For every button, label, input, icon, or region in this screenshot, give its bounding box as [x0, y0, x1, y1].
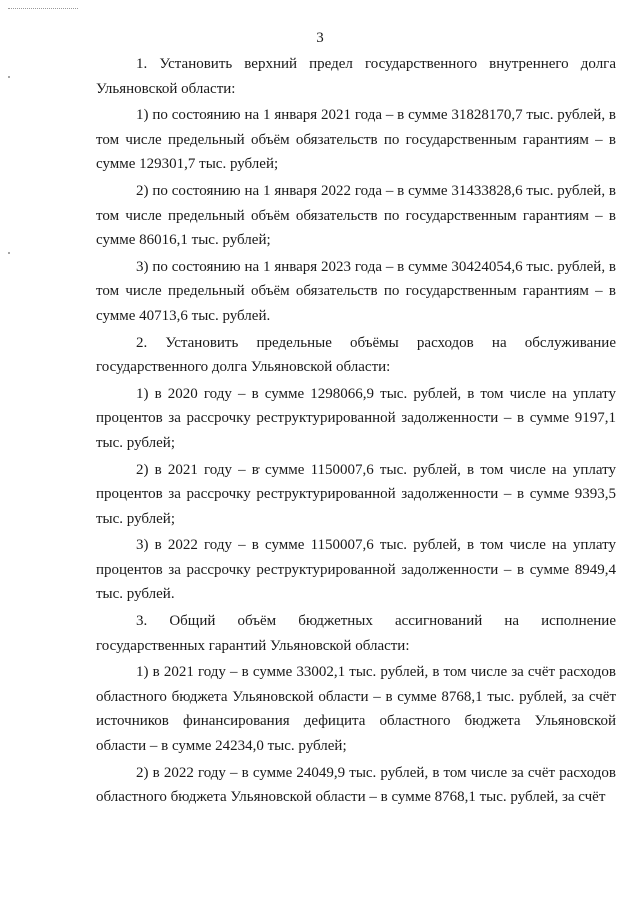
paragraph-1-item-1: 1) по состоянию на 1 января 2021 года – в сумме 31828170,7 тыс. рублей, в том числе предельный объём обязательств по государственным гарантиям – в сумме 129301,7 тыс. рублей; [96, 107, 616, 173]
paragraph-2-heading: 2. Установить предельные объёмы расходов на обслуживание государственного долга Ульяновской области: [96, 334, 616, 376]
scan-artifact [8, 252, 10, 254]
paragraph-1-heading: 1. Установить верхний предел государственного внутреннего долга Ульяновской области: [96, 56, 616, 97]
paragraph-2-item-2: 2) в 2021 году – в сумме 1150007,6 тыс. рублей, в том числе на уплату процентов за рассрочку реструктурированной задолженности – в сумме 9393,5 тыс. рублей; [96, 461, 616, 527]
paragraph-3-item-1: 1) в 2021 году – в сумме 33002,1 тыс. рублей, в том числе за счёт расходов областного бюджета Ульяновской области – в сумме 8768,1 тыс. рублей, за счёт источников финансирования дефицита областного бюджета Ульяновской области – в сумме 24234,0 тыс. рублей; [96, 664, 616, 755]
paragraph-3-heading: 3. Общий объём бюджетных ассигнований на исполнение государственных гарантий Ульяновской области: [96, 613, 616, 654]
page-number: 3 [316, 30, 324, 46]
paragraph-3-item-2: 2) в 2022 году – в сумме 24049,9 тыс. рублей, в том числе за счёт расходов областного бюджета Ульяновской области – в сумме 8768,1 тыс. рублей, за счёт [96, 764, 616, 806]
paragraph-1-item-2: 2) по состоянию на 1 января 2022 года – в сумме 31433828,6 тыс. рублей, в том числе предельный объём обязательств по государственным гарантиям – в сумме 86016,1 тыс. рублей; [96, 182, 616, 249]
scan-artifact [8, 76, 10, 78]
scan-artifact [8, 8, 78, 12]
paragraph-2-item-3: 3) в 2022 году – в сумме 1150007,6 тыс. рублей, в том числе на уплату процентов за рассрочку реструктурированной задолженности – в сумме 8949,4 тыс. рублей. [96, 537, 616, 603]
paragraph-2-item-1: 1) в 2020 году – в сумме 1298066,9 тыс. рублей, в том числе на уплату процентов за рассрочку реструктурированной задолженности – в сумме 9197,1 тыс. рублей; [96, 385, 616, 451]
document-body [96, 52, 616, 810]
paragraph-1-item-3: 3) по состоянию на 1 января 2023 года – в сумме 30424054,6 тыс. рублей, в том числе предельный объём обязательств по государственным гарантиям – в сумме 40713,6 тыс. рублей. [96, 258, 616, 324]
